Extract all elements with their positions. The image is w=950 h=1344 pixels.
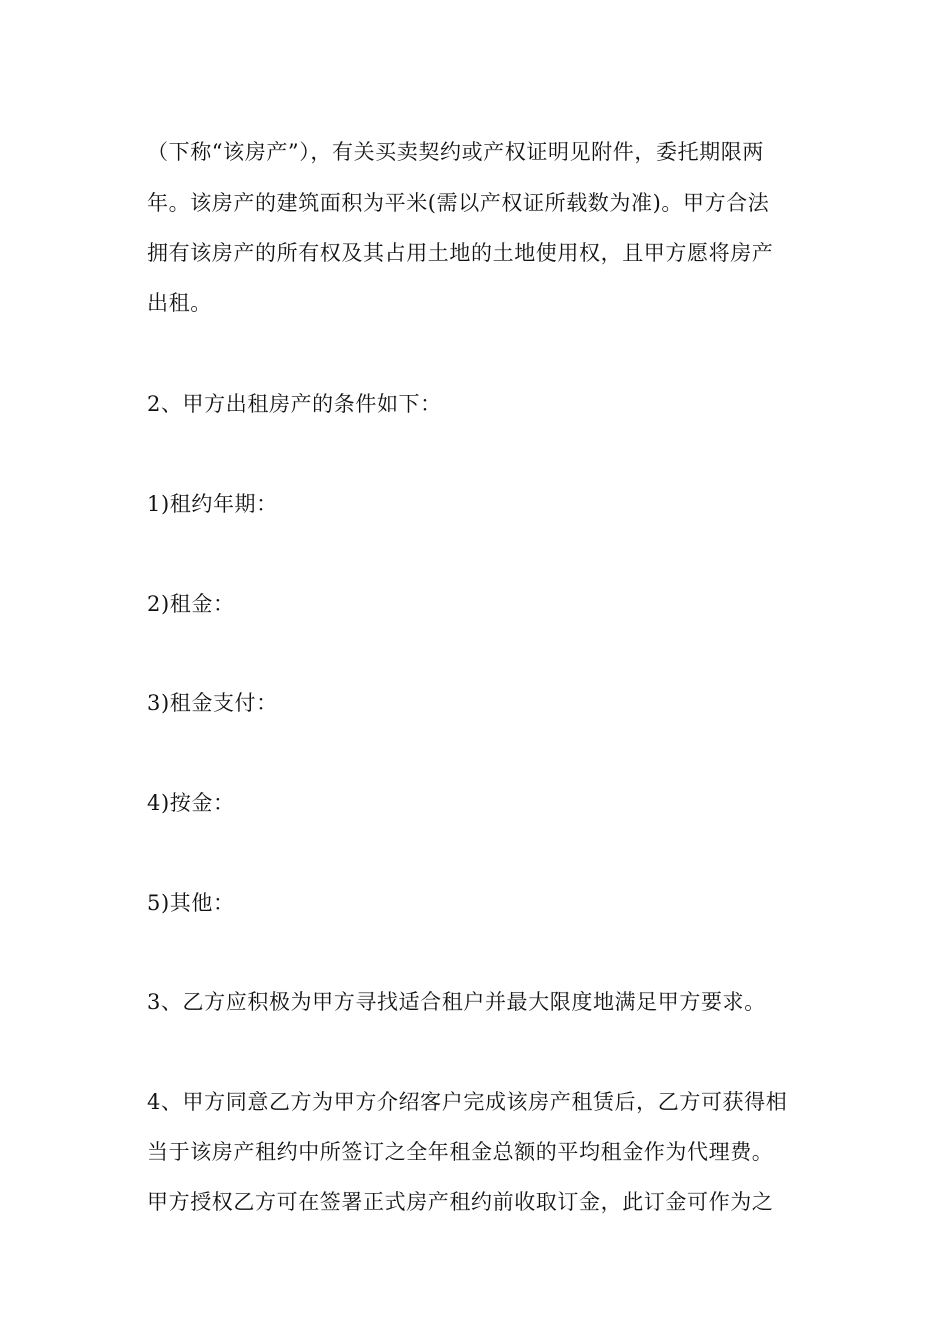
condition-item-2: 2)租金： [147, 592, 235, 616]
paragraph-1-line-1: （下称“该房产”），有关买卖契约或产权证明见附件，委托期限两 [147, 140, 764, 164]
paragraph-4-line-3: 甲方授权乙方可在签署正式房产租约前收取订金，此订金可作为之 [147, 1190, 774, 1214]
condition-item-4: 4)按金： [147, 791, 235, 815]
paragraph-1-line-4: 出租。 [147, 291, 212, 315]
paragraph-4-line-2: 当于该房产租约中所签订之全年租金总额的平均租金作为代理费。 [147, 1140, 774, 1164]
paragraph-1-line-3: 拥有该房产的所有权及其占用土地的土地使用权，且甲方愿将房产 [147, 241, 774, 265]
paragraph-2: 2、甲方出租房产的条件如下： [147, 392, 442, 416]
condition-item-3: 3)租金支付： [147, 691, 278, 715]
condition-item-1: 1)租约年期： [147, 492, 278, 516]
paragraph-4-line-1: 4、甲方同意乙方为甲方介绍客户完成该房产租赁后，乙方可获得相 [147, 1090, 788, 1114]
paragraph-3: 3、乙方应积极为甲方寻找适合租户并最大限度地满足甲方要求。 [147, 990, 766, 1014]
paragraph-1-line-2: 年。该房产的建筑面积为平米(需以产权证所载数为准)。甲方合法 [147, 191, 770, 215]
condition-item-5: 5)其他： [147, 891, 235, 915]
